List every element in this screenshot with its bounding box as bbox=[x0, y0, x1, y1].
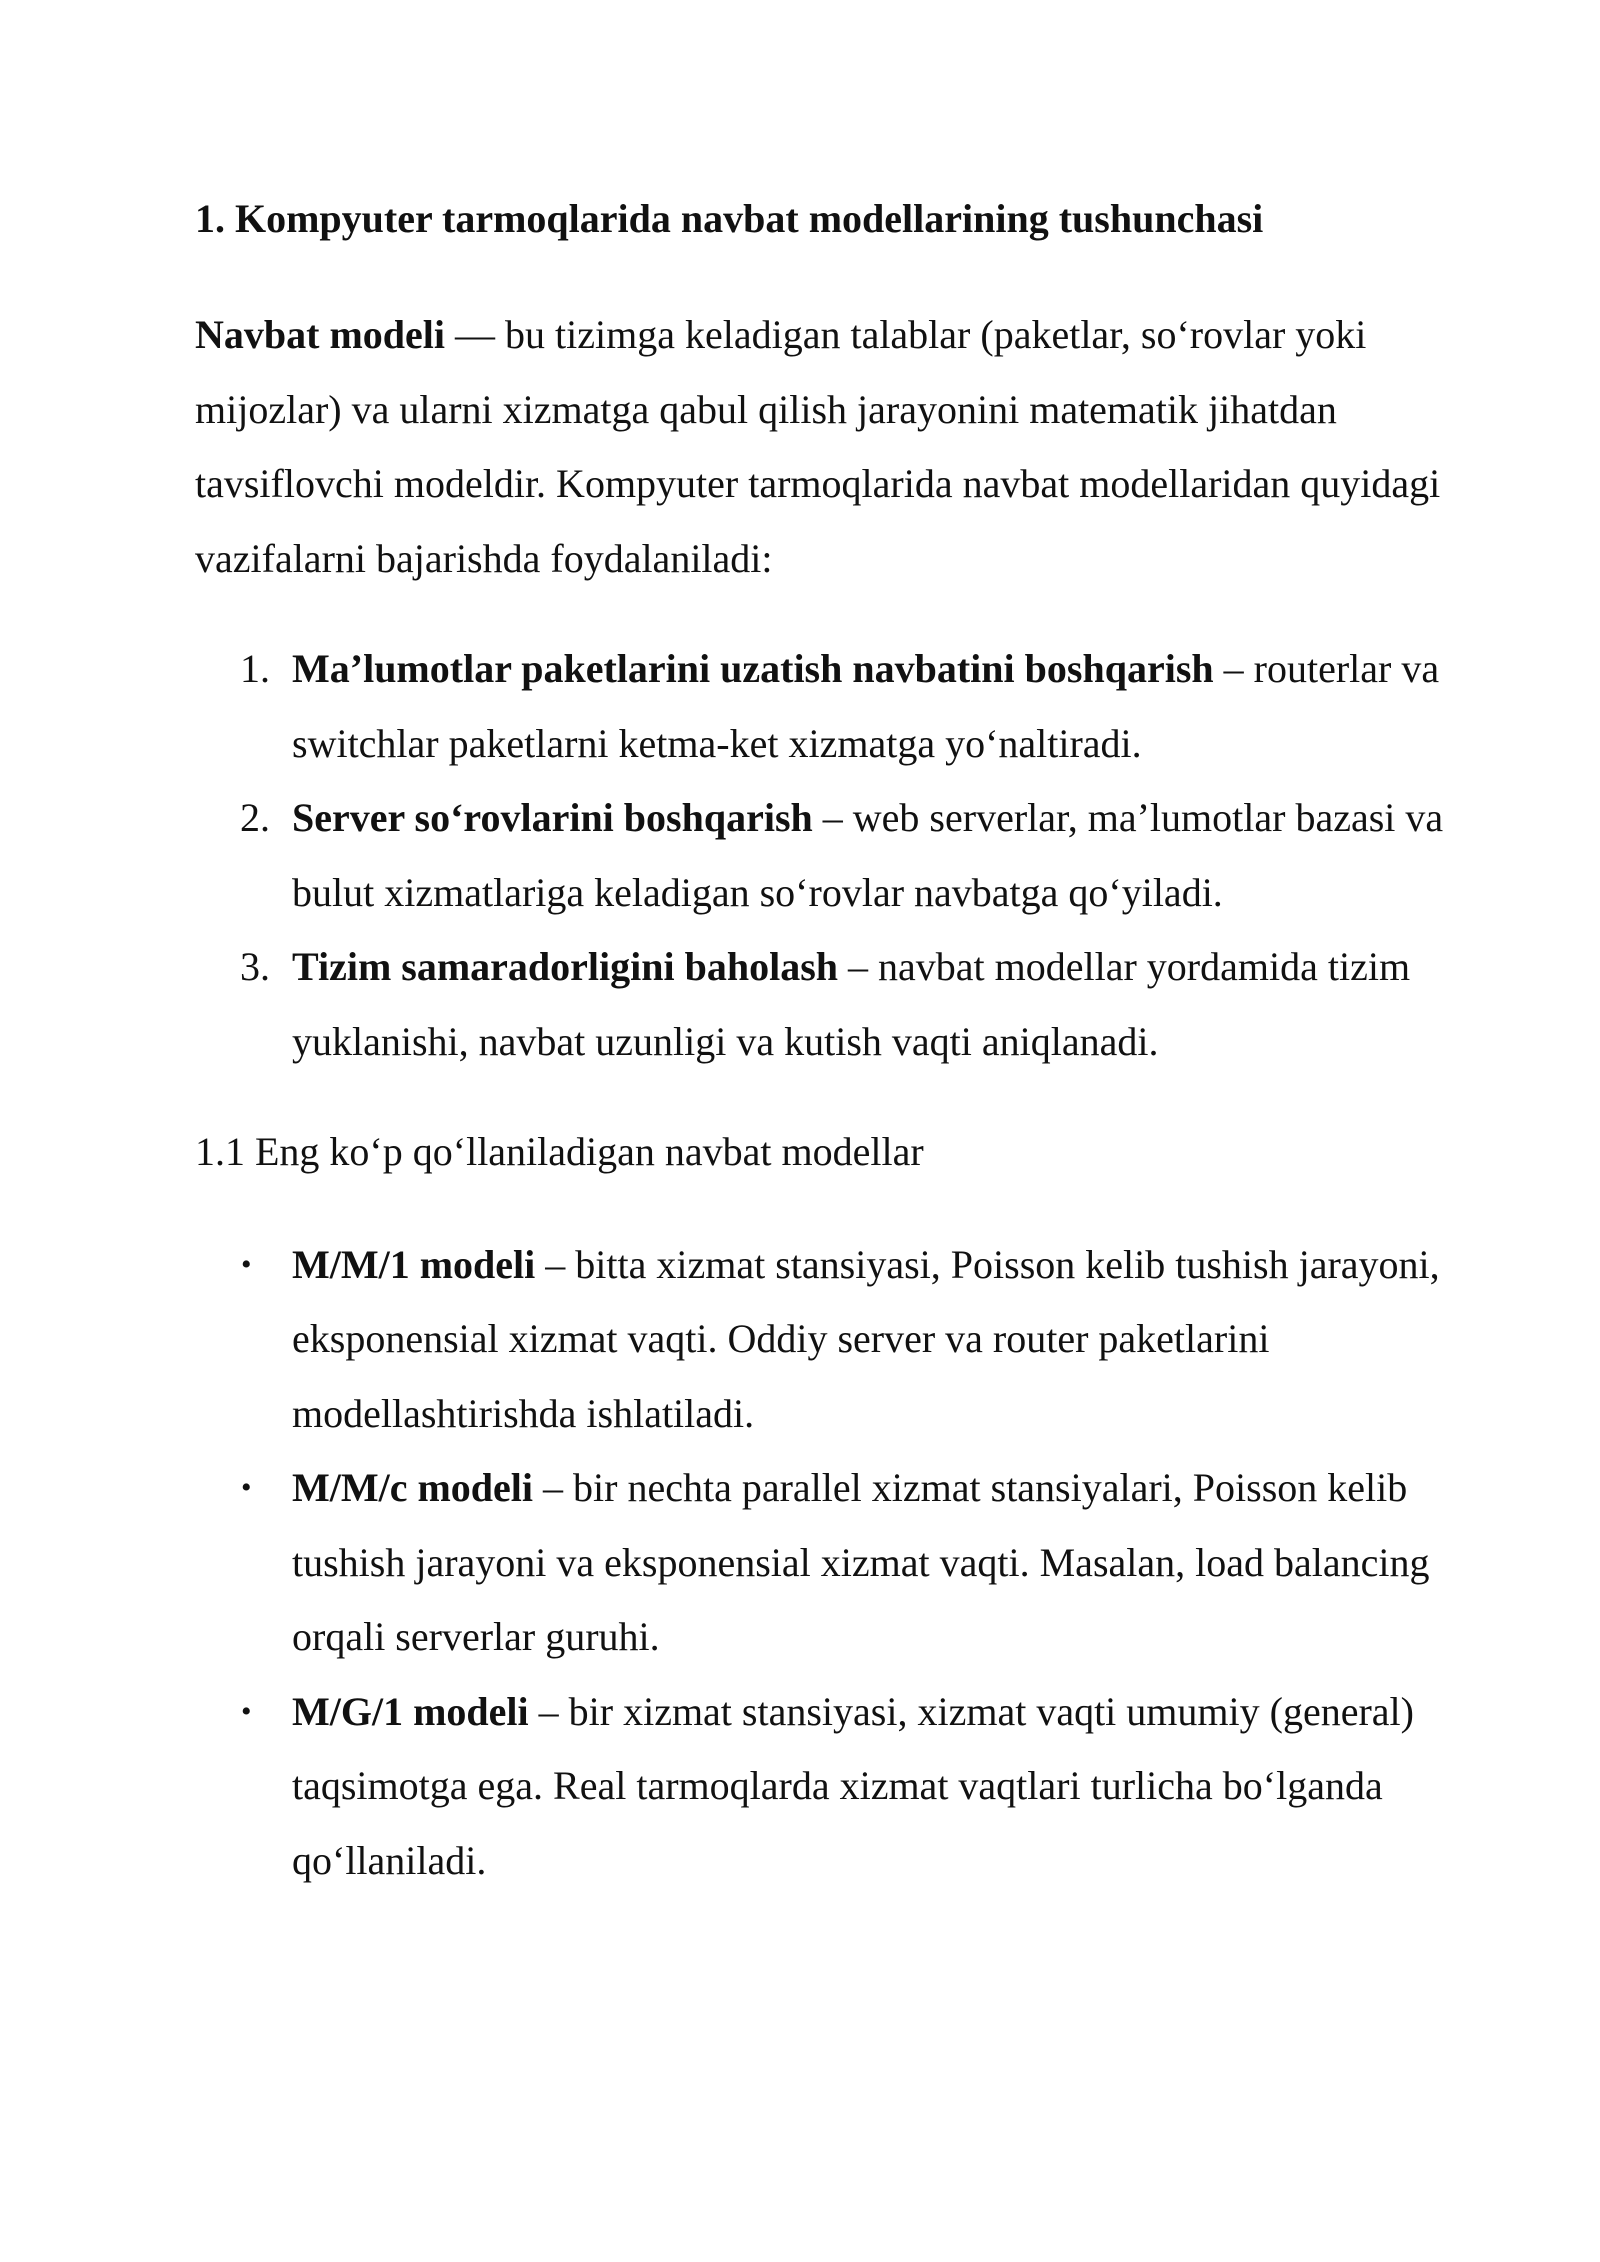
list-item bbox=[195, 1228, 1455, 1452]
list-item-text: – routerlar va switchlar paketlarni ketma-ket xizmatga yo‘naltiradi. bbox=[292, 646, 1440, 766]
intro-text: — bu tizimga keladigan talablar (paketlar, so‘rovlar yoki mijozlar) va ularni xizmatga qabul qilish jarayonini matematik jihatdan tavsiflovchi modeldir. Kompyuter tarmoqlarida navbat modellaridan quyidagi vazifalarni bajarishda foydalaniladi: bbox=[195, 312, 1441, 581]
list-item-title: Ma’lumotlar paketlarini uzatish navbatini boshqarish bbox=[292, 646, 1214, 691]
subsection-heading: 1.1 Eng ko‘p qo‘llaniladigan navbat modellar bbox=[195, 1129, 924, 1174]
list-item-text: – bir nechta parallel xizmat stansiyalari, Poisson kelib tushish jarayoni va eksponensial xizmat vaqti. Masalan, load balancing orqali serverlar guruhi. bbox=[292, 1465, 1430, 1659]
list-item-text: – web serverlar, ma’lumotlar bazasi va bulut xizmatlariga keladigan so‘rovlar navbatga qo‘yiladi. bbox=[292, 795, 1444, 915]
list-item-title: Tizim samaradorligini baholash bbox=[292, 944, 839, 989]
intro-term: Navbat modeli bbox=[195, 312, 445, 357]
list-item-title: Server so‘rovlarini boshqarish bbox=[292, 795, 813, 840]
list-item bbox=[195, 930, 1455, 1079]
list-item-title: M/M/1 modeli bbox=[292, 1241, 536, 1287]
list-item-text: – bir xizmat stansiyasi, xizmat vaqti umumiy (general) taqsimotga ega. Real tarmoqlarda xizmat vaqtlari turlicha bo‘lganda qo‘llaniladi. bbox=[292, 1688, 1414, 1883]
section-heading: 1. Kompyuter tarmoqlarida navbat modellarining tushunchasi bbox=[195, 196, 1264, 241]
list-number: 1. bbox=[240, 646, 270, 691]
list-number: 2. bbox=[240, 795, 270, 840]
list-item bbox=[195, 1451, 1455, 1675]
list-item bbox=[195, 1675, 1455, 1899]
bullet-icon: • bbox=[241, 1471, 252, 1504]
tasks-list bbox=[195, 632, 1455, 1079]
models-list bbox=[195, 1228, 1455, 1899]
list-item-title: M/G/1 modeli bbox=[292, 1688, 529, 1734]
bullet-icon: • bbox=[241, 1694, 252, 1728]
list-item bbox=[195, 632, 1455, 781]
bullet-icon: • bbox=[241, 1247, 252, 1281]
list-item-text: – navbat modellar yordamida tizim yuklanishi, navbat uzunligi va kutish vaqti aniqlanadi. bbox=[292, 944, 1411, 1064]
list-item-title: M/M/c modeli bbox=[292, 1465, 534, 1510]
list-item bbox=[195, 781, 1455, 930]
document-content bbox=[195, 190, 1455, 1898]
intro-paragraph bbox=[195, 298, 1455, 596]
list-number: 3. bbox=[240, 944, 270, 989]
list-item-text: – bitta xizmat stansiyasi, Poisson kelib tushish jarayoni, eksponensial xizmat vaqti. Oddiy server va router paketlarini modellashtirishda ishlatiladi. bbox=[292, 1241, 1440, 1436]
